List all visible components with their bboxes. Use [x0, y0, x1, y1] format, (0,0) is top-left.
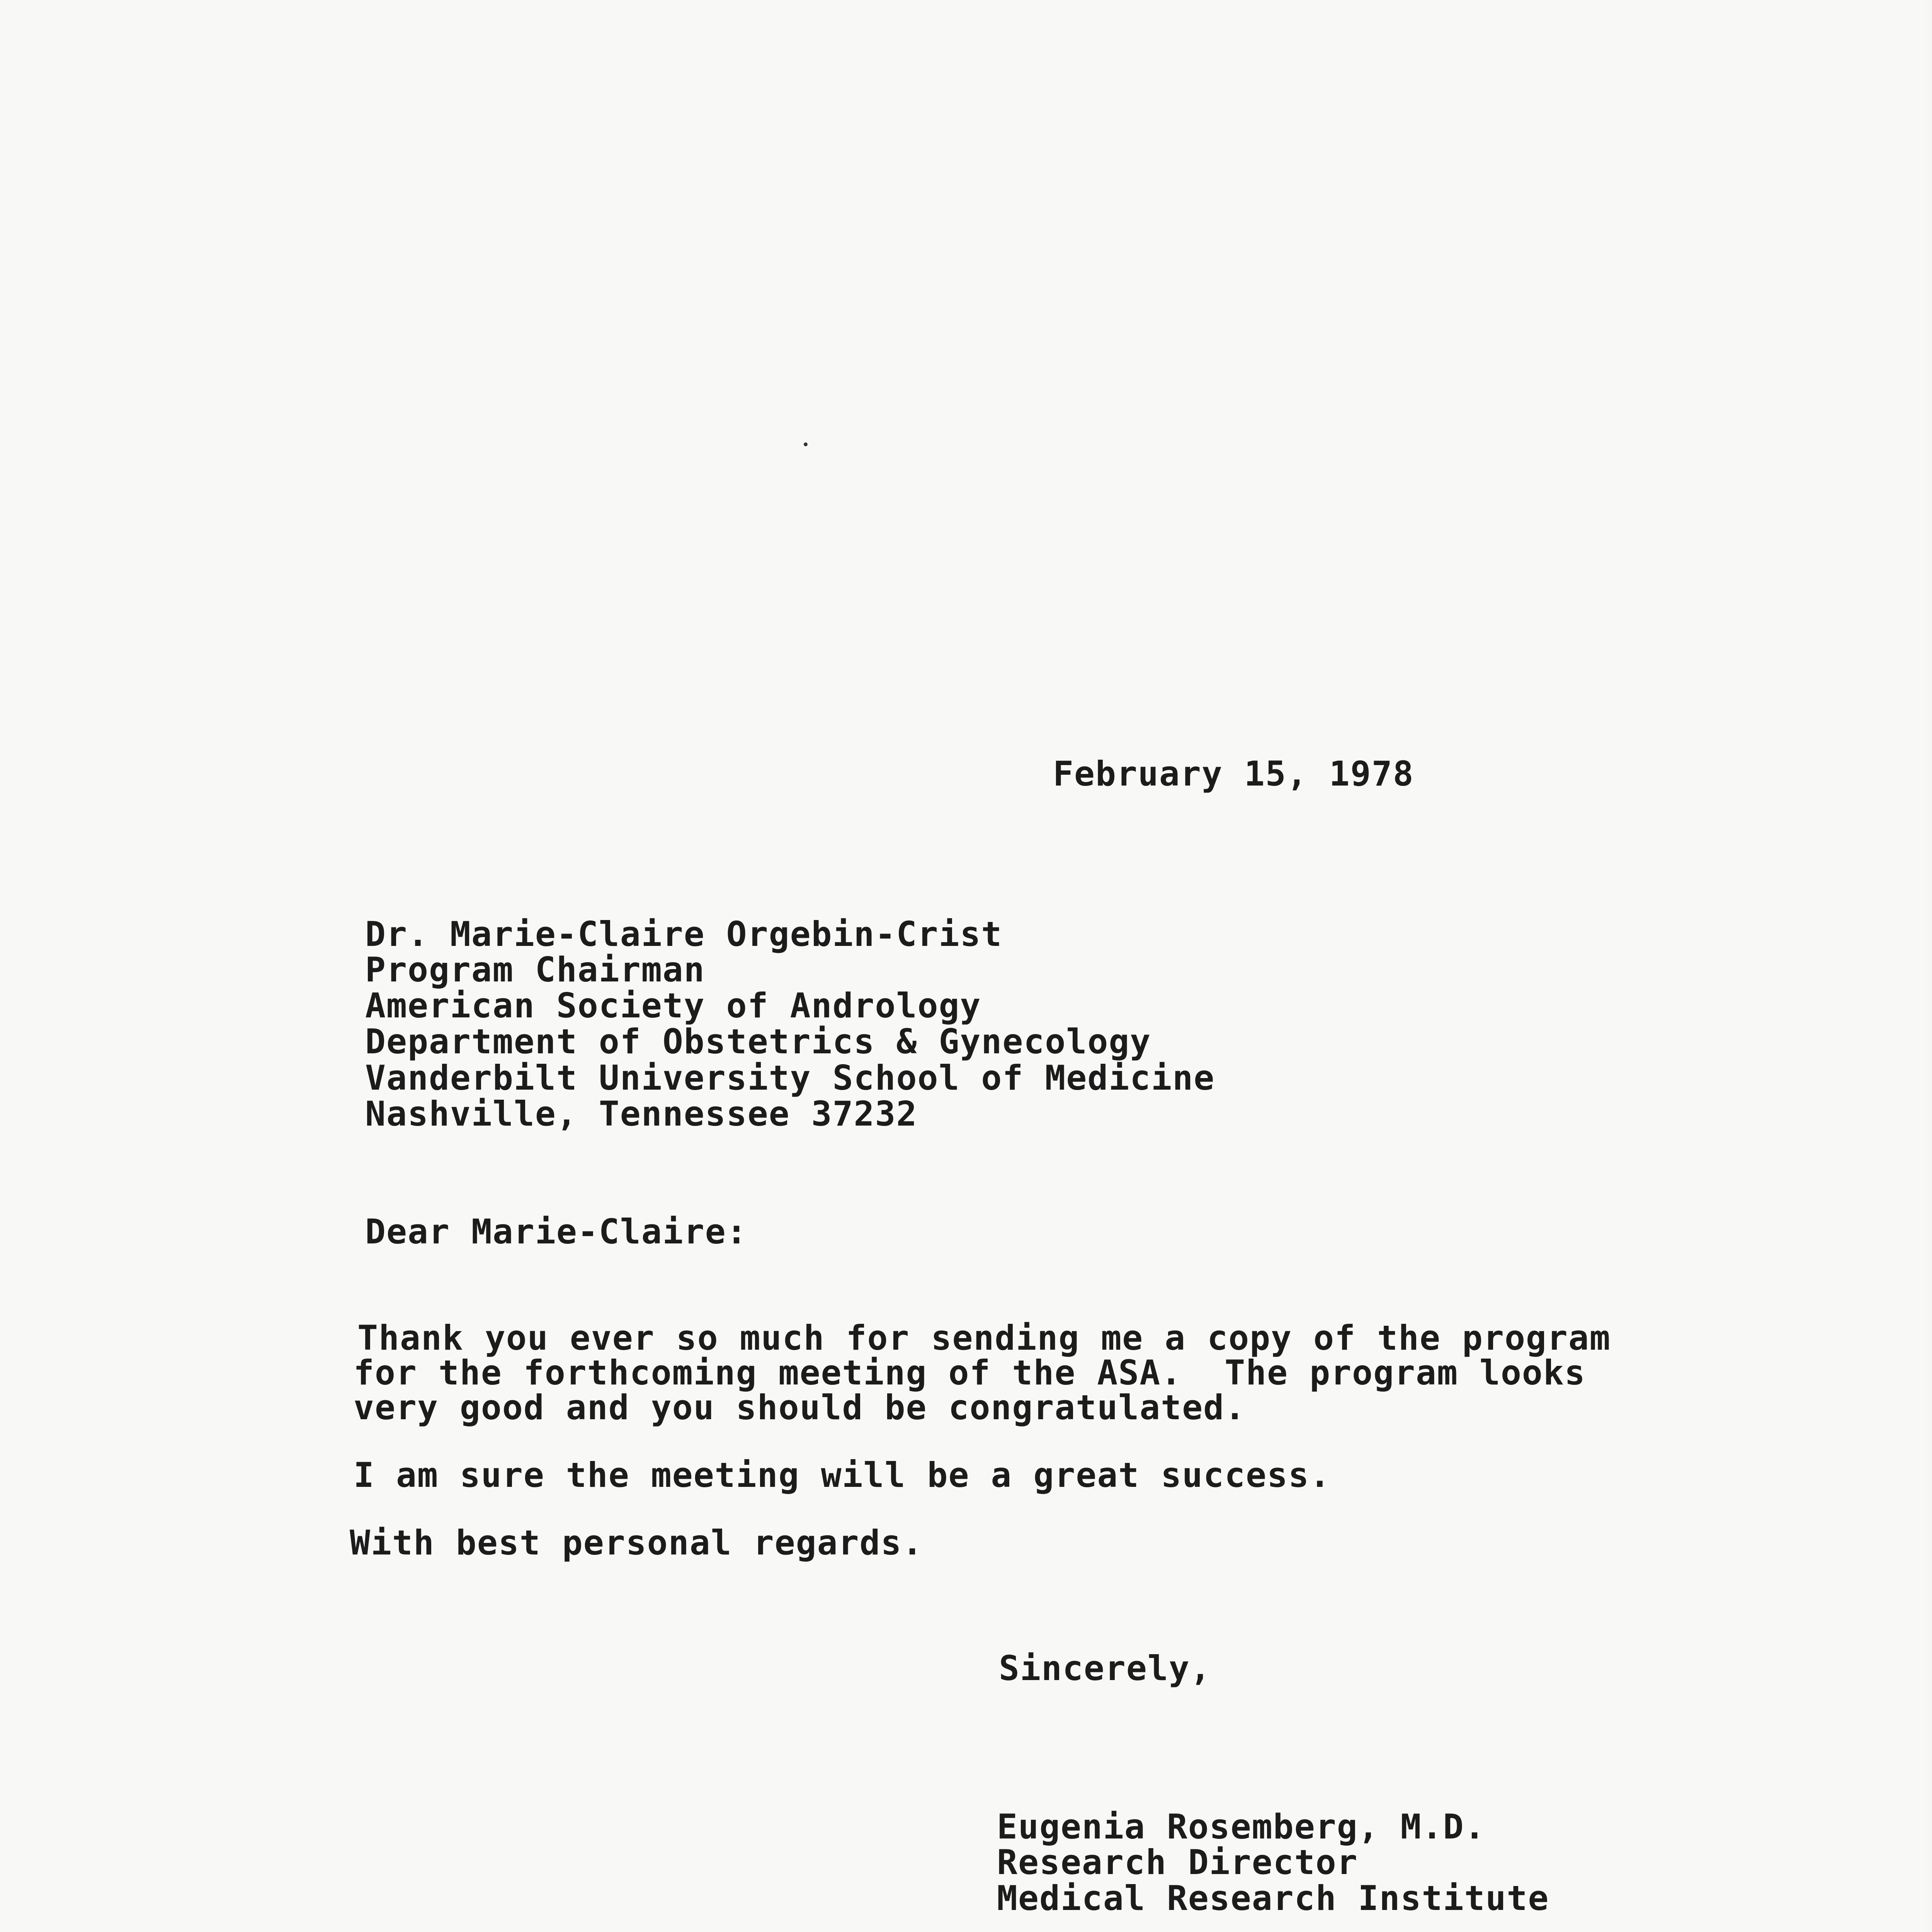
- signer-organization-1: Medical Research Institute: [997, 1878, 1549, 1918]
- recipient-name: Dr. Marie-Claire Orgebin-Crist: [365, 914, 1003, 954]
- body-paragraph-1-line-2: for the forthcoming meeting of the ASA. The program looks: [354, 1353, 1586, 1393]
- letter-date: February 15, 1978: [1053, 754, 1414, 794]
- signer-title-1: Research Director: [997, 1842, 1358, 1882]
- recipient-title: Program Chairman: [365, 950, 705, 990]
- ink-speck: [804, 442, 808, 446]
- page-edge-shadow: [1924, 0, 1932, 1932]
- recipient-department: Department of Obstetrics & Gynecology: [365, 1022, 1151, 1061]
- salutation: Dear Marie-Claire:: [365, 1212, 748, 1252]
- body-paragraph-3: With best personal regards.: [350, 1523, 923, 1563]
- recipient-school: Vanderbilt University School of Medicine: [365, 1058, 1215, 1098]
- signer-name: Eugenia Rosemberg, M.D.: [997, 1807, 1486, 1847]
- recipient-organization: American Society of Andrology: [365, 986, 981, 1026]
- body-paragraph-2: I am sure the meeting will be a great success.: [354, 1455, 1331, 1495]
- closing: Sincerely,: [999, 1648, 1211, 1688]
- body-paragraph-1-line-3: very good and you should be congratulated.: [354, 1388, 1246, 1427]
- recipient-city: Nashville, Tennessee 37232: [365, 1094, 918, 1134]
- body-paragraph-1-line-1: Thank you ever so much for sending me a copy of the program: [357, 1318, 1611, 1358]
